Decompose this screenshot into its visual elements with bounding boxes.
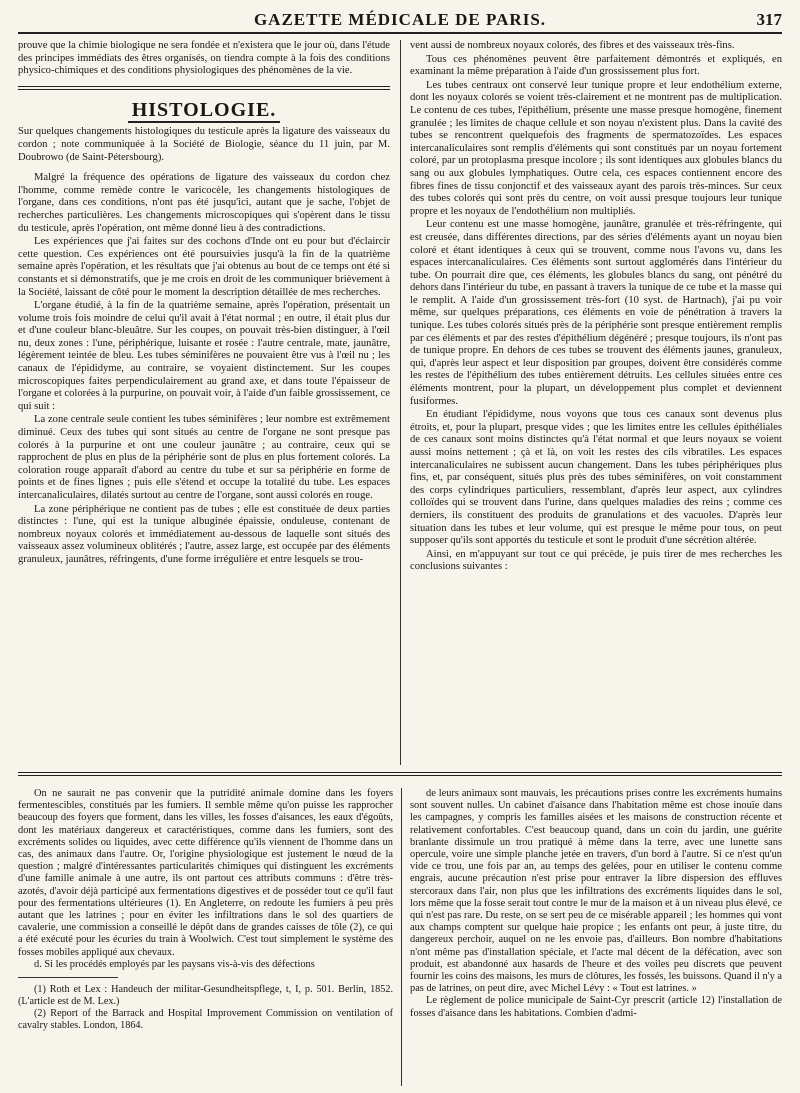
paragraph: d. Si les procédés employés par les paysans vis-à-vis des défections (34, 958, 315, 970)
column-divider (400, 40, 401, 765)
left-column (18, 40, 390, 765)
band-divider (18, 772, 782, 776)
paragraph: Tous ces phénomènes peuvent être parfaitement démontrés et expliqués, en examinant la même préparation à l'aide d'un grossissement plus fort. (410, 53, 782, 78)
paragraph: Les expériences que j'ai faites sur des cochons d'Inde ont eu pour but d'éclaircir cette question. Ces expériences ont été poursuivies jusqu'à la fin de la quatrième semaine après l'opération, et les résultats que j'ai obtenus au bout de ce temps ont été si constants et si démonstratifs, que je me crois en droit de les communiquer brièvement à la Société, laissant de côté pour le moment la description détaillée de mes recherches. (18, 236, 390, 298)
journal-title: GAZETTE MÉDICALE DE PARIS. (253, 10, 547, 29)
paragraph: L'organe étudié, à la fin de la quatrième semaine, après l'opération, présentait un volume trois fois moindre de celui qu'il avait à l'état normal ; en outre, il était plus dur et d'une couleur blanc-bleuâtre. Sur les coupes, on pouvait très-bien distinguer, à l'œil nu, deux zones : l'une, périphérique, luisante et rosée : l'autre centrale, mate, jaunâtre, légèrement teintée de bleu. Les tubes séminifères ne pouvaient être vus à l'œil nu ; les canaux de l'épididyme, au contraire, se voyaient distinctement. Sur les coupes microscopiques faites perpendiculairement au grand axe, et dans toute l'épaisseur de l'organe et colorées à la purpurine, on pouvait voir, à l'aide d'un faible grossissement, ce qui suit : (18, 300, 390, 412)
footnote-rule (18, 977, 118, 978)
intro-paragraph: prouve que la chimie biologique ne sera fondée et n'existera que le jour où, dans l'étude des principes immédiats des êtres organisés, on tiendra compte à la fois des conditions physico-chimiques et des conditions physiologiques des phénomènes de la vie. (18, 40, 390, 77)
paragraph: Le règlement de police municipale de Saint-Cyr prescrit (article 12) l'installation de fosses d'aisance dans les habitations. Combien d'admi- (410, 995, 782, 1019)
paragraph: Les tubes centraux ont conservé leur tunique propre et leur endothélium externe, dont les noyaux colorés se voient très-clairement et ne montrent pas de multiplication. Le contenu de ces tubes, l'épithélium, présente une masse presque homogène, finement granulée ; les limites de chaque cellule et son noyau n'existent plus. Dans la cavité des tubes se rencontrent quelquefois des fragments de spermatozoïdes. Les espaces intercanaliculaires sont remplis d'éléments qui sont constitués par un noyau fortement coloré, par un protoplasma presque incolore ; ils sont identiques aux globules blancs du sang ou aux globules lymphatiques. Outre cela, ces espaces contiennent encore des fibres fines de tissu conjonctif et des vaisseaux ayant des parois très-minces. Sur ceux des tubes colorés qui sont près du centre, on voit aussi presque toujours leur tunique propre et les noyaux de l'endothélium non multipliés. (410, 79, 782, 217)
paragraph: vent aussi de nombreux noyaux colorés, des fibres et des vaisseaux très-fins. (410, 40, 735, 51)
right-column (410, 40, 782, 765)
section-divider (18, 86, 390, 90)
paragraph: Ainsi, en m'appuyant sur tout ce qui précède, je puis tirer de mes recherches les conclusions suivantes : (410, 548, 782, 573)
column-divider (401, 788, 402, 1086)
bottom-left-column (18, 788, 393, 1086)
bottom-right-column (410, 788, 782, 1086)
paragraph: En étudiant l'épididyme, nous voyons que tous ces canaux sont devenus plus étroits, et, pour la plupart, presque vides ; que les limites entre les cellules épithéliales de ces canaux sont moins distinctes qu'à l'état normal et que leurs noyaux se voient aussi moins nettement ; çà et là, on voit les restes des cils vibratiles. Les espaces intercanaliculaires ne subissent aucun changement. Dans les tubes périphériques plus fins, et, par conséquent, situés plus près des tubes séminifères, on voit constamment des corps cylindriques particuliers, ressemblant, d'après leur aspect, aux cylindres colloïdes qui se trouvent dans l'urine, dans quelques maladies des reins ; comme ces derniers, ils constituent des produits de granulations et des vacuoles. D'après leur situation dans les tubes et leur volume, qui est presque le même pour tous, on peut supposer qu'ils sont apportés du testicule et sont le produit d'une sécrétion altérée. (410, 409, 782, 547)
footnote: (1) Roth et Lex : Handeuch der militar-Gesundheitspflege, t, I, p. 501. Berlin, 1852. (L'article est de M. Lex.) (18, 984, 393, 1008)
paragraph: La zone périphérique ne contient pas de tubes ; elle est constituée de deux parties distinctes : l'une, qui est la tunique albuginée épaissie, onduleuse, contenant de nombreux noyaux colorés et immédiatement au-dessous de laquelle sont situés des vaisseaux assez volumineux oblitérés ; l'autre, assez large, est occupée par des éléments granuleux, jaunâtres, réfringents, d'une forme irrégulière et entre lesquels se trou- (18, 503, 390, 565)
paragraph: Malgré la fréquence des opérations de ligature des vaisseaux du cordon chez l'homme, comme remède contre le varicocèle, les changements histologiques de l'organe, dans ces conditions, n'ont pas été jusqu'ici, autant que je sache, l'objet de recherches particulières. Les changements microscopiques qui s'opèrent dans le tissu du testicule, après l'opération, ont même donné lieu à des contradictions. (18, 172, 390, 234)
page-number: 317 (756, 10, 782, 29)
paragraph: La zone centrale seule contient les tubes séminifères ; leur nombre est extrêmement diminué. Ceux des tubes qui sont situés au centre de l'organe ne sont presque pas colorés à la purpurine et ont une couleur jaunâtre ; au contraire, ceux qui se rapprochent de plus en plus de la périphérie sont de plus en plus fortement colorés. La coloration rouge apparaît d'abord au centre du tube et sur sa périphérie en forme de points et de fines lignes ; puis elle s'étend et occupe la totalité du tube. Les espaces intercanaliculaires, dilatés surtout au centre de l'organe, sont aussi colorés en rouge. (18, 414, 390, 501)
page-header (18, 8, 782, 34)
paragraph: Leur contenu est une masse homogène, jaunâtre, granulée et très-réfringente, qui est creusée, dans différentes directions, par des séries d'éléments ayant un noyau bien coloré et étant identiques à ceux qui se trouvent, comme nous l'avons vu, dans les espaces intercanaliculaires. Ces éléments sont surtout agglomérés dans l'intérieur du tube. On pourrait dire que, ces éléments, les globules blancs du sang, ont pénétré du dehors dans l'intérieur du tube, en passant à travers la tunique de ce tube et la masse qui le remplit. A l'aide d'un grossissement très-fort (10 syst. de Hartnach), j'ai pu voir même, sur quelques préparations, ces éléments en voie de pénétration à travers la tunique. Les tubes colorés situés près de la périphérie sont presque entièrement remplis par ces éléments et par des restes d'épithélium dégénéré ; presque toujours, ils n'ont pas de tunique propre. En dehors de ces tubes se trouvent des éléments jaunes, granuleux, qui, d'après leur aspect et leur disposition par groupes, doivent être considérés comme les restes de l'épithélium des tubes entièrement détruits. Les cellules situées entre ces éléments montrent, pour la plupart, un développement plus complet et deviennent fusiformes. (410, 219, 782, 407)
paragraph: On ne saurait ne pas convenir que la putridité animale domine dans les foyers fermentescibles, constitués par les fumiers. Il semble même qu'on puisse les rapprocher beaucoup des foyers que forment, dans les villes, les fosses d'aisances, les eaux d'égoûts, dont les matériaux dangereux et caractéristiques, comme dans les fumiers, sont des excréments solides ou liquides, avec cette différence qu'ils viennent de l'homme dans un cas, des animaux dans l'autre. Or, l'origine physiologique est justement le nœud de la question ; malgré d'intéressantes particularités chimiques qui distinguent les excréments d'une famille animale à une autre, ils ont partout ces attributs communs : d'être très-azotés, d'avoir déjà participé aux fermentations digestives et de posséder tout ce qu'il faut pour des fermentations ultérieures (1). En Angleterre, on redoute les fumiers à peu près autant que les latrines ; pour en éviter les infiltrations dans le sol des quartiers de cavalerie, une commission a conseillé le dépôt dans de grandes caisses de tôle (2), ce qui a été exécuté pour les écuries du train à Woolwich. C'est tout simplement le système des fosses mobiles appliqué aux chevaux. (18, 788, 393, 958)
paragraph: de leurs animaux sont mauvais, les précautions prises contre les excréments humains sont souvent nulles. Un cabinet d'aisance dans l'habitation même est chose inouïe dans les campagnes, y compris les familles aisées et les maisons de construction récente et relativement confortables. C'est beaucoup quand, dans un coin du jardin, une guérite branlante dissimule un trou pratiqué à même dans la terre, avec une lunette sans opercule, voire une simple planche jetée en travers, d'un bord à l'autre. Si ce n'est qu'un vide ce trou, une fois par an, au temps des gelées, pour en utiliser le contenu comme engrais, aucune précaution n'est prise pour entraver la libre dispersion des effluves stercoraux dans l'air, non plus que les infiltrations des excréments liquides dans le sol, lors même que la fosse serait tout contre le mur de la maison et à un niveau plus élevé, ce qui n'est pas rare. Du reste, on se sert peu de ce misérable appareil ; les hommes qui vont aux champs comptent sur quelque haie propice ; les enfants ont peur, à juste titre, du dangereux perchoir, auquel on ne les envoie pas, d'ailleurs. Bon nombre d'habitations n'ont même pas d'installation spéciale, et l'acte mal décent de la défécation, avec son produit, est abandonné aux hasards de l'heure et des voiles peu discrets que peuvent fournir les coins des maisons, les murs de clôtures, les fossés, les buissons. Quand il n'y a pas de latrines, on peut dire, avec Michel Lévy : « Tout est latrines. » (410, 788, 782, 995)
article-heading: Sur quelques changements histologiques du testicule après la ligature des vaisseaux du cordon ; note communiquée à la Société de Biologie, séance du 11 juin, par M. Doubrowo (de Saint-Pétersbourg). (18, 126, 390, 163)
footnote: (2) Report of the Barrack and Hospital Improvement Commission on ventilation of cavalry stables. London, 1864. (18, 1008, 393, 1032)
section-title: HISTOLOGIE. (18, 104, 390, 117)
